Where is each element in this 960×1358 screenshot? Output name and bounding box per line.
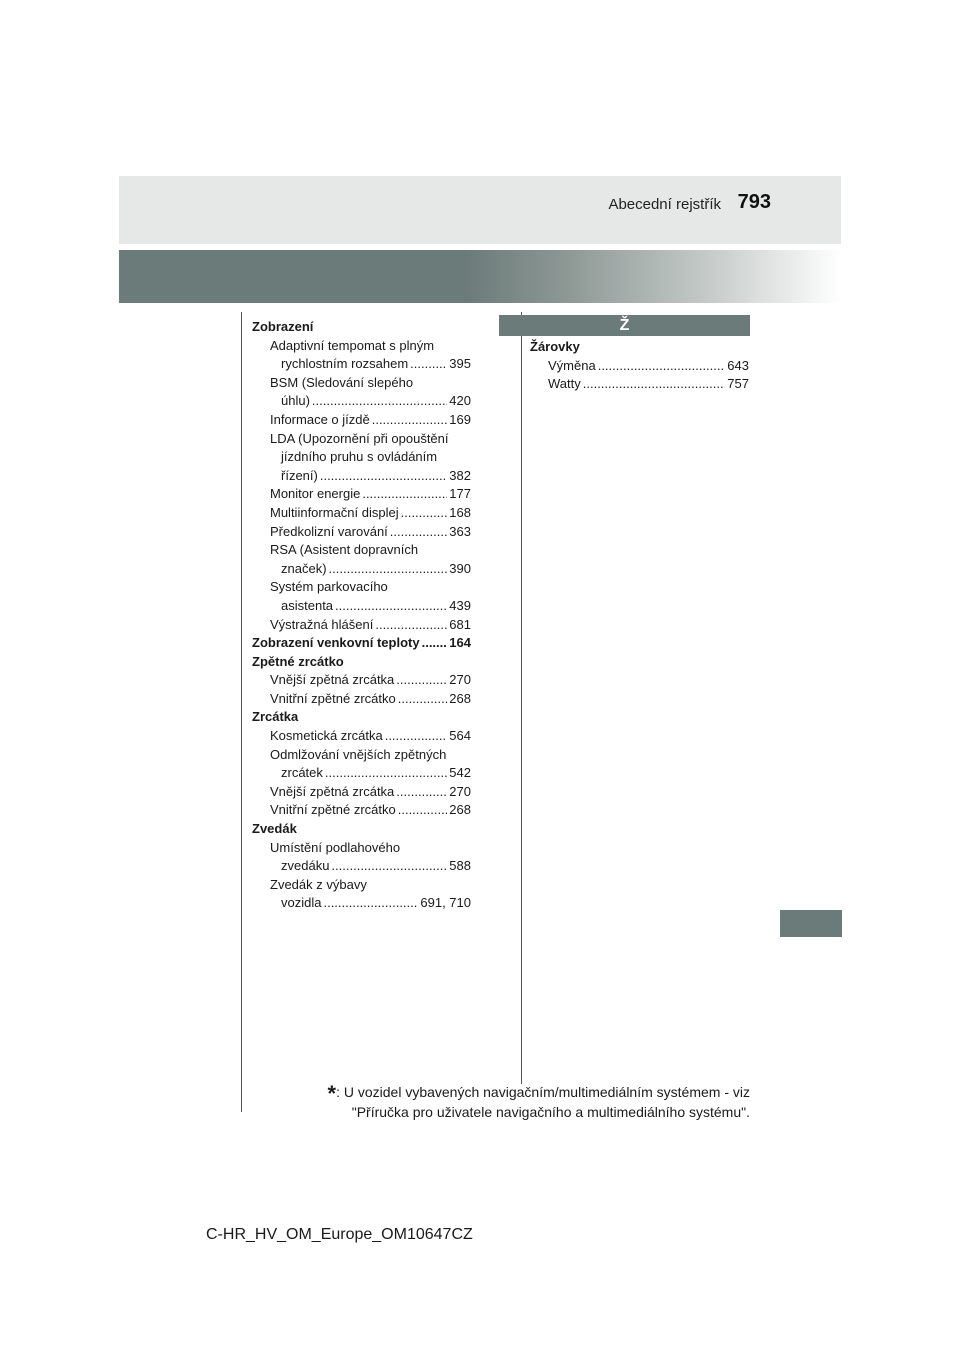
index-subentry (252, 467, 471, 486)
page-ref: 564 (449, 728, 471, 744)
page-ref: 270 (449, 672, 471, 688)
left-column-rule (241, 312, 242, 1112)
index-subentry (252, 504, 471, 523)
leader-dots (396, 671, 447, 690)
leader-dots (396, 783, 447, 802)
index-heading: Zvedák (252, 821, 297, 837)
index-subentry-text: Umístění podlahového (270, 839, 401, 855)
footnote (328, 1083, 750, 1121)
index-subentry (252, 597, 471, 616)
index-heading: Zobrazení venkovní teploty (252, 635, 420, 651)
page-ref: 588 (449, 858, 471, 874)
leader-dots (398, 801, 448, 820)
page-ref: 691, 710 (420, 895, 471, 911)
page-number: 793 (737, 191, 771, 213)
index-subentry-text: značek) (281, 560, 327, 576)
index-subentry-text: rychlostním rozsahem (281, 356, 409, 372)
leader-dots (372, 411, 448, 430)
page-ref: 439 (449, 597, 471, 613)
page-ref: 164 (449, 635, 471, 651)
index-heading: Zobrazení (252, 319, 314, 334)
index-subentry (530, 375, 749, 394)
page-ref: 382 (449, 467, 471, 483)
index-subentry (252, 671, 471, 690)
leader-dots (323, 894, 418, 913)
index-subentry-text: Monitor energie (270, 486, 361, 502)
leader-dots (331, 857, 447, 876)
index-subentry (252, 690, 471, 709)
leader-dots (312, 392, 447, 411)
index-subentry-text: Vnější zpětná zrcátka (270, 672, 395, 688)
index-subentry-text: úhlu) (281, 393, 310, 409)
page-ref: 268 (449, 802, 471, 818)
middle-column-rule (521, 312, 522, 1084)
index-subentry-text: LDA (Upozornění při opouštění (270, 430, 449, 446)
index-subentry-text: Vnitřní zpětné zrcátko (270, 690, 396, 706)
index-heading: Žárovky (530, 339, 580, 354)
index-subentry-text: Odmlžování vnějších zpětných (270, 746, 447, 762)
page-header (119, 176, 841, 244)
index-subentry (252, 560, 471, 579)
page-ref: 395 (449, 356, 471, 372)
index-subentry-text: Vnější zpětná zrcátka (270, 783, 395, 799)
index-subentry-text: Systém parkovacího (270, 579, 388, 595)
index-subentry-text: Předkolizní varování (270, 523, 388, 539)
index-subentry-text: Watty (548, 376, 581, 392)
index-subentry (252, 801, 471, 820)
index-heading-entry (252, 634, 471, 653)
index-subentry-text: BSM (Sledování slepého (270, 374, 414, 390)
index-subentry-text: Výměna (548, 357, 596, 373)
leader-dots (320, 467, 447, 486)
index-subentry (252, 764, 471, 783)
index-subentry-text: Multiinformační displej (270, 504, 399, 520)
leader-dots (325, 764, 447, 783)
page-ref: 270 (449, 783, 471, 799)
page-ref: 420 (449, 393, 471, 409)
index-subentry-text: vozidla (281, 895, 322, 911)
section-letter-header: Ž (499, 315, 750, 336)
leader-dots (390, 523, 448, 542)
page-ref: 390 (449, 560, 471, 576)
index-subentry-text: Vnitřní zpětné zrcátko (270, 802, 396, 818)
index-subentry (252, 392, 471, 411)
index-subentry-text: Informace o jízdě (270, 411, 370, 427)
index-subentry (530, 357, 749, 376)
leader-dots (398, 690, 448, 709)
leader-dots (401, 504, 448, 523)
index-column-right (530, 338, 749, 394)
header-gradient-bar (119, 250, 841, 303)
index-subentry-text: Adaptivní tempomat s plným (270, 337, 435, 353)
index-subentry-text: Výstražná hlášení (270, 616, 374, 632)
footnote-star: * (327, 1081, 337, 1106)
leader-dots (335, 597, 447, 616)
page-ref: 177 (449, 486, 471, 502)
index-subentry-text: asistenta (281, 597, 334, 613)
leader-dots (385, 727, 448, 746)
page-ref: 168 (449, 504, 471, 520)
index-heading: Zpětné zrcátko (252, 653, 344, 669)
footnote-text-1: : U vozidel vybavených navigačním/multimediálním systémem - viz (336, 1084, 750, 1100)
index-subentry-text: řízení) (281, 467, 318, 483)
leader-dots (598, 357, 726, 376)
index-subentry (252, 523, 471, 542)
index-subentry-text: Kosmetická zrcátka (270, 728, 383, 744)
index-subentry (252, 727, 471, 746)
footnote-text-2: "Příručka pro uživatele navigačního a multimediálního systému". (351, 1104, 750, 1120)
page-ref: 643 (727, 357, 749, 373)
index-subentry (252, 485, 471, 504)
index-subentry-text: zvedáku (281, 858, 330, 874)
index-subentry (252, 616, 471, 635)
index-subentry-text: zrcátek (281, 765, 323, 781)
leader-dots (375, 616, 447, 635)
page-ref: 363 (449, 523, 471, 539)
page-ref: 542 (449, 765, 471, 781)
page-ref: 169 (449, 411, 471, 427)
index-subentry (252, 355, 471, 374)
index-subentry-text: jízdního pruhu s ovládáním (281, 449, 438, 465)
index-subentry (252, 857, 471, 876)
index-subentry-text: Zvedák z výbavy (270, 876, 367, 892)
page-ref: 681 (449, 616, 471, 632)
page-ref: 757 (727, 376, 749, 392)
index-subentry (252, 411, 471, 430)
header-title: Abecední rejstřík (608, 196, 721, 213)
leader-dots (410, 355, 447, 374)
index-subentry (252, 894, 471, 913)
index-column-left (252, 318, 471, 913)
leader-dots (362, 485, 447, 504)
index-subentry-text: RSA (Asistent dopravních (270, 542, 419, 558)
leader-dots (583, 375, 726, 394)
document-code: C-HR_HV_OM_Europe_OM10647CZ (206, 1226, 473, 1243)
footnote-line-1 (327, 1081, 750, 1106)
index-subentry (252, 783, 471, 802)
leader-dots (422, 634, 448, 653)
chapter-side-tab (780, 910, 842, 937)
index-heading: Zrcátka (252, 709, 299, 725)
leader-dots (329, 560, 448, 579)
page-ref: 268 (449, 690, 471, 706)
